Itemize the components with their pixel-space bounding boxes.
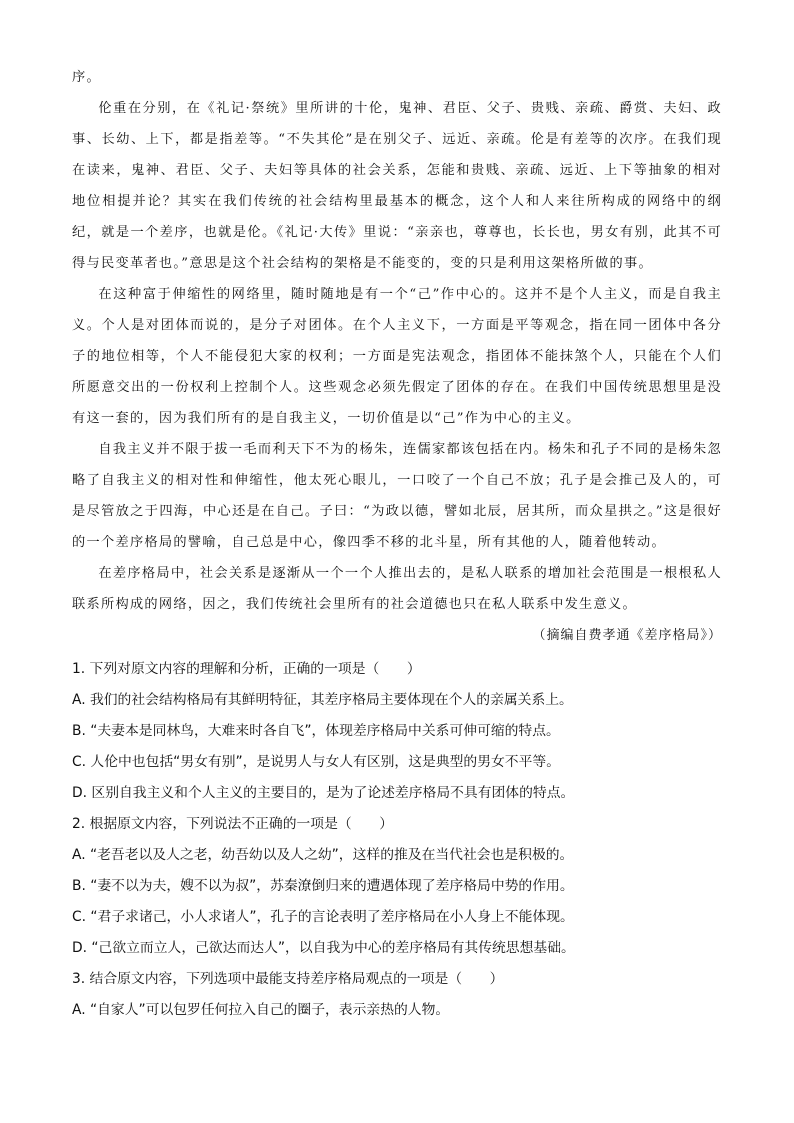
- question-2-option-b: B. “妻不以为夫，嫂不以为叔”，苏秦潦倒归来的遭遇体现了差序格局中势的作用。: [72, 878, 574, 894]
- question-1-option-d: D. 区别自我主义和个人主义的主要目的，是为了论述差序格局不具有团体的特点。: [72, 785, 575, 801]
- question-2-stem: 2. 根据原文内容，下列说法不正确的一项是（ ）: [72, 816, 394, 832]
- reading-passage: [72, 62, 722, 651]
- question-2-option-a: A. “老吾老以及人之老，幼吾幼以及人之幼”，这样的推及在当代社会也是积极的。: [72, 847, 574, 863]
- question-1-option-c: C. 人伦中也包括“男女有别”，是说男人与女人有区别，这是典型的男女不平等。: [72, 754, 560, 770]
- passage-line-top: 序。: [72, 70, 101, 85]
- passage-paragraph-2: 在这种富于伸缩性的网络里，随时随地是有一个“己”作中心的。这并不是个人主义，而是自我主义。个人是对团体而说的，是分子对团体。在个人主义下，一方面是平等观念，指在同一团体中各分子的地位相等，个人不能侵犯大家的权利；一方面是宪法观念，指团体不能抹煞个人，只能在个人们所愿意交出的一份权利上控制个人。这些观念必须先假定了团体的存在。在我们中国传统思想里是没有这一套的，因为我们所有的是自我主义，一切价值是以“己”作为中心的主义。: [72, 287, 722, 426]
- question-1-option-a: A. 我们的社会结构格局有其鲜明特征，其差序格局主要体现在个人的亲属关系上。: [72, 692, 573, 708]
- passage-paragraph-1: 伦重在分别，在《礼记·祭统》里所讲的十伦，鬼神、君臣、父子、贵贱、亲疏、爵赏、夫妇、政事、长幼、上下，都是指差等。“不失其伦”是在别父子、远近、亲疏。伦是有差等的次序。在我们现在读来，鬼神、君臣、父子、夫妇等具体的社会关系，怎能和贵贱、亲疏、远近、上下等抽象的相对地位相提并论？其实在我们传统的社会结构里最基本的概念，这个人和人来往所构成的网络中的纲纪，就是一个差序，也就是伦。《礼记·大传》里说：“亲亲也，尊尊也，长长也，男女有别，此其不可得与民变革者也。”意思是这个社会结构的架格是不能变的，变的只是利用这架格所做的事。: [72, 101, 722, 271]
- passage-source: （摘编自费孝通《差序格局》）: [532, 628, 722, 643]
- question-3-option-a: A. “自家人”可以包罗任何拉入自己的圈子，表示亲热的人物。: [72, 1002, 450, 1018]
- question-2-option-c: C. “君子求诸己，小人求诸人”，孔子的言论表明了差序格局在小人身上不能体现。: [72, 909, 574, 925]
- question-list: [72, 654, 732, 1026]
- passage-paragraph-3: 自我主义并不限于拔一毛而利天下不为的杨朱，连儒家都该包括在内。杨朱和孔子不同的是杨朱忽略了自我主义的相对性和伸缩性，他太死心眼儿，一口咬了一个自己不放；孔子是会推己及人的，可是尽管放之于四海，中心还是在自己。子曰：“为政以德，譬如北辰，居其所，而众星拱之。”这是很好的一个差序格局的譬喻，自己总是中心，像四季不移的北斗星，所有其他的人，随着他转动。: [72, 442, 722, 550]
- question-2-option-d: D. “己欲立而立人，己欲达而达人”，以自我为中心的差序格局有其传统思想基础。: [72, 940, 575, 956]
- question-1-stem: 1. 下列对原文内容的理解和分析，正确的一项是（ ）: [72, 661, 421, 677]
- question-1-option-b: B. “夫妻本是同林鸟，大难来时各自飞”，体现差序格局中关系可伸可缩的特点。: [72, 723, 560, 739]
- question-3-stem: 3. 结合原文内容，下列选项中最能支持差序格局观点的一项是（ ）: [72, 971, 504, 987]
- passage-paragraph-4: 在差序格局中，社会关系是逐渐从一个一个人推出去的，是私人联系的增加社会范围是一根根私人联系所构成的网络，因之，我们传统社会里所有的社会道德也只在私人联系中发生意义。: [72, 566, 722, 612]
